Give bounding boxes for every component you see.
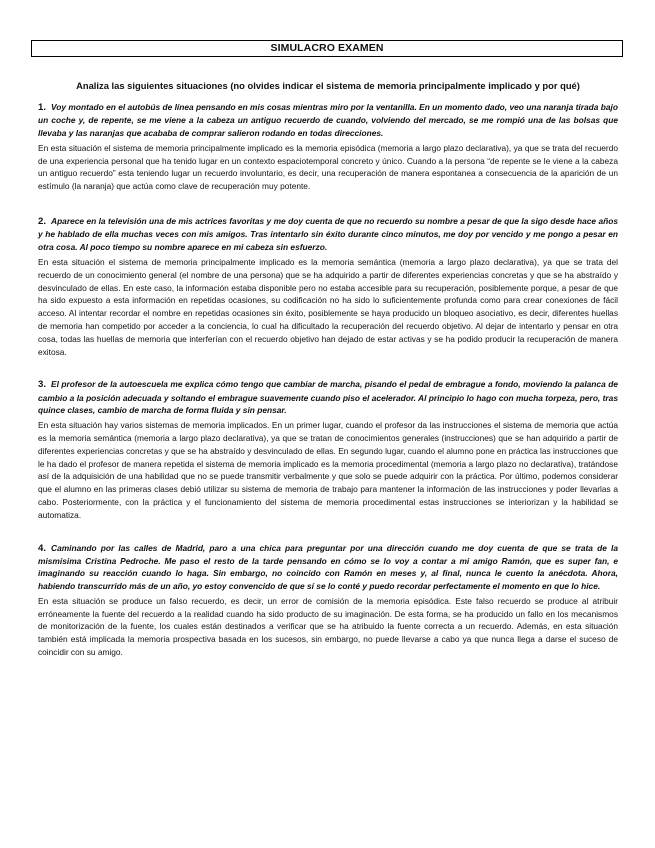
answer-text: En esta situación el sistema de memoria principalmente implicado es la memoria semántica (memoria a largo plazo declarativa), ya que se trata del recuerdo de un conocimiento general (el nombre de una persona) que se ha adquirido a partir de diferentes experiencias concretas y que se ha abstraído y desvinculado de ellas. En este caso, la información estaba disponible pero no estaba accesible para su recuperación, posiblemente porque, a pesar de que ha sido expuesto a esta información en repetidas ocasiones, su codificación no ha sido lo suficientemente profunda como para crear conexiones de fácil acceso. Al intentar recordar el nombre en repetidas ocasiones sin éxito, posiblemente se haya producido un bloqueo asociativo, es decir, diferentes huellas de memoria han competido por acceder a la conciencia, lo cual ha dificultado la recuperación del recuerdo objetivo. Al dejar de intentarlo y pensar en otra cosa, todas las huellas de memoria que interferían con el recuerdo objetivo han dejado de estar activas y se ha podido producir la recuperación de manera exitosa.	[38, 256, 618, 357]
spacer	[38, 522, 618, 542]
question-block-3	[38, 378, 618, 521]
question-block-4	[38, 542, 618, 659]
question-text: Caminando por las calles de Madrid, paro a una chica para preguntar por una dirección cuando me doy cuenta de que se trata de la mismísima Cristina Pedroche. Me paso el resto de la tarde pensando en cómo se lo voy a contar a mi amigo Ramón, que es super fan, e imaginando su reacción cuando lo haga. Sin embargo, no coincido con Ramón en meses y, al final, nunca le cuento la anécdota. Ahora, habiendo transcurrido más de un año, yo estoy convencido de que sí se lo conté y puedo recordar perfectamente el momento en que lo hice.	[38, 542, 618, 591]
question-prompt	[38, 378, 618, 416]
question-text: Voy montado en el autobús de línea pensando en mis cosas mientras miro por la ventanilla. En un momento dado, veo una naranja tirada bajo un coche y, de repente, se me viene a la cabeza un antiguo recuerdo de cuando, volviendo del mercado, se me rompió una de las bolsas que llevaba y las naranjas que acababa de comprar salieron rodando en todas direcciones.	[38, 102, 618, 138]
spacer	[38, 193, 618, 215]
question-prompt	[38, 542, 618, 592]
answer-text: En esta situación el sistema de memoria principalmente implicado es la memoria episódica (memoria a largo plazo declarativa), ya que se trata del recuerdo de una experiencia personal que ha tenido lugar en un contexto espaciotemporal concreto y único. Cuando a la persona “de repente se le viene a la cabeza un antiguo recuerdo” esta teniendo lugar un recuerdo involuntario, es decir, una recuperación de manera espontanea a consecuencia de la aparición de un estímulo (la naranja) que actúa como clave de recuperación muy potente.	[38, 142, 618, 192]
answer-text: En esta situación se produce un falso recuerdo, es decir, un error de comisión de la memoria episódica. Este falso recuerdo se produce al atribuir erróneamente la fuente del recuerdo a la realidad cuando ha sido producto de su imaginación. De esta forma, se ha producido un fallo en los mecanismos de monitorización de la fuente, los cuales están destinados a verificar que se ha atribuido la fuente correcta a un recuerdo. Además, en esta situación también está implicada la memoria prospectiva basada en los sucesos, sin embargo, no puede llevarse a cabo ya que nunca llega a darse el suceso de coincidir con su amigo.	[38, 595, 618, 657]
question-text: Aparece en la televisión una de mis actrices favoritas y me doy cuenta de que no recuerdo su nombre a pesar de que la sigo desde hace años y he hablado de ella muchas veces con mis amigos. Tras intentarlo sin éxito durante cinco minutos, me doy por vencido y me pongo a pesar en otra cosa. Al poco tiempo su nombre aparece en mi cabeza sin esfuerzo.	[38, 216, 618, 252]
question-prompt	[38, 101, 618, 139]
questions-list	[38, 101, 618, 659]
question-block-1	[38, 101, 618, 193]
question-number: 3.	[38, 379, 47, 391]
question-text: El profesor de la autoescuela me explica cómo tengo que cambiar de marcha, pisando el pedal de embrague a fondo, moviendo la palanca de cambio a la posición adecuada y soltando el embrague suavemente cuando piso el acelerador. Al principio lo hago con mucha torpeza, pero, tras quince clases, cambio de marcha de forma fluida y sin pensar.	[38, 379, 618, 415]
question-block-2	[38, 215, 618, 358]
question-prompt	[38, 215, 618, 253]
answer-text: En esta situación hay varios sistemas de memoria implicados. En un primer lugar, cuando el profesor da las instrucciones el sistema de memoria que actúa es la memoria semántica (memoria a largo plazo declarativa), ya que se tratan de conocimientos generales (instrucciones) que se han adquirido a partir de diferentes experiencias concretas y que se ha abstraído y desvinculado de ellas. En segundo lugar, cuando el alumno pone en práctica las instrucciones que le ha dado el profesor de manera repetida el sistema de memoria implicado es la memoria procedimental (memoria a largo plazo no declarativa), tratándose así de la adquisición de una habilidad que no se puede transmitir verbalmente y que solo se puede adquirir con la práctica. Por último, podemos considerar que el alumno en las primeras clases debió utilizar su sistema de memoria de trabajo para mantener la información de las instrucciones y poder llevarlas a cabo. Posteriormente, con la práctica y el funcionamiento del sistema de memoria procedimental estas instrucciones se interiorizan y la habilidad se automatiza.	[38, 420, 618, 520]
question-number: 4.	[38, 542, 47, 554]
question-number: 2.	[38, 216, 47, 228]
question-number: 1.	[38, 102, 47, 113]
page-title: SIMULACRO EXAMEN	[31, 40, 623, 57]
instructions-text: Analiza las siguientes situaciones (no olvides indicar el sistema de memoria principalmente implicado y por qué)	[76, 80, 580, 91]
spacer	[38, 358, 618, 378]
